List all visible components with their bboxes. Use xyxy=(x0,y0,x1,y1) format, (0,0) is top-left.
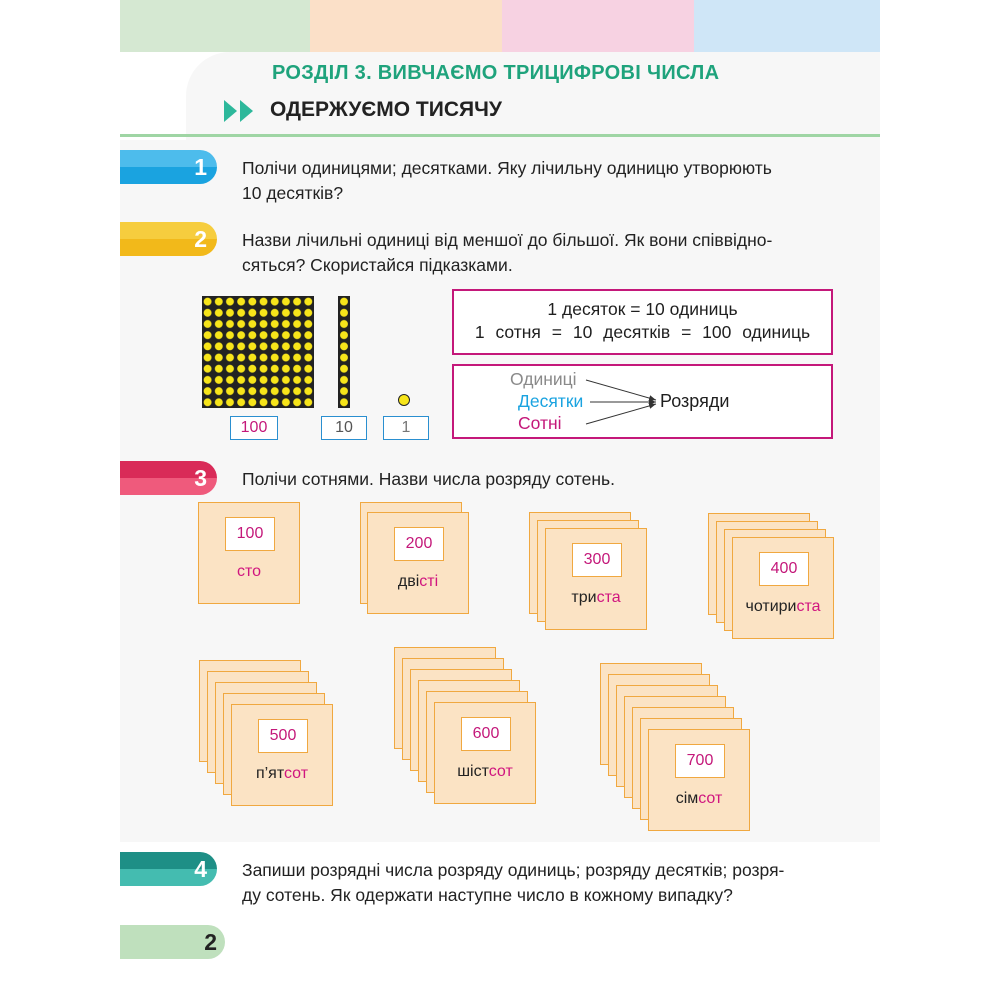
ranks-label: Розряди xyxy=(660,391,730,411)
card-number: 200 xyxy=(394,527,444,561)
hundred-card xyxy=(434,702,536,804)
hundred-label: 100 xyxy=(230,416,278,440)
unit-cube xyxy=(398,394,410,406)
card-word xyxy=(649,790,749,808)
task-line: Запиши розрядні числа розряду одиниць; розряду десятків; розря- xyxy=(242,860,785,880)
chevron-right-icon xyxy=(224,100,237,122)
header-stripe-peach xyxy=(310,0,502,52)
card-word-stem: шіст xyxy=(457,763,489,780)
ten-label: 10 xyxy=(321,416,367,440)
task-line: Полічи сотнями. Назви числа розряду сотень. xyxy=(242,469,615,489)
card-word xyxy=(733,598,833,616)
hundred-card xyxy=(648,729,750,831)
card-word-stem: чотири xyxy=(745,598,797,615)
hundred-card xyxy=(545,528,647,630)
task-4-text xyxy=(242,858,830,908)
tens-label: Десятки xyxy=(518,391,584,411)
title-divider xyxy=(120,134,880,137)
card-word-ending: ста xyxy=(796,598,821,615)
card-word-ending: ста xyxy=(596,589,621,606)
card-word-ending: сот xyxy=(698,790,723,807)
task-line: Полічи одиницями; десятками. Яку лічильну одиницю утворюють xyxy=(242,158,772,178)
card-word-ending: сот xyxy=(283,765,309,782)
task-badge-2: 2 xyxy=(120,222,217,256)
card-word xyxy=(232,765,332,783)
card-word-stem: п’ят xyxy=(255,765,284,782)
header-stripe-blue xyxy=(694,0,880,52)
hundred-card xyxy=(367,512,469,614)
task-badge-3: 3 xyxy=(120,461,217,495)
lesson-title: ОДЕРЖУЄМО ТИСЯЧУ xyxy=(270,98,502,121)
hundred-card xyxy=(198,502,300,604)
card-number: 100 xyxy=(225,517,275,551)
card-word xyxy=(435,763,535,781)
header-stripe-green xyxy=(120,0,310,52)
card-number: 400 xyxy=(759,552,809,586)
chevron-right-icon xyxy=(240,100,253,122)
ten-rod xyxy=(338,296,350,408)
hundreds-label: Сотні xyxy=(518,413,562,433)
card-word-ending: сот xyxy=(488,763,513,780)
card-number: 500 xyxy=(258,719,308,753)
card-word-ending: сті xyxy=(419,573,439,590)
hint-line-1: 1 десяток = 10 одиниць xyxy=(547,299,738,319)
chapter-title: РОЗДІЛ 3. ВИВЧАЄМО ТРИЦИФРОВІ ЧИСЛА xyxy=(272,62,720,84)
task-line: сяться? Скористайся підказками. xyxy=(242,255,513,275)
hundred-card xyxy=(231,704,333,806)
hint-line-2: 1 сотня = 10 десятків = 100 одиниць xyxy=(474,322,811,342)
hundred-block xyxy=(202,296,314,408)
task-line: ду сотень. Як одержати наступне число в кожному випадку? xyxy=(242,885,733,905)
task-badge-1: 1 xyxy=(120,150,217,184)
hundred-card xyxy=(732,537,834,639)
task-line: Назви лічильні одиниці від меншої до більшої. Як вони співвідно- xyxy=(242,230,773,250)
card-word-stem: дві xyxy=(397,573,420,590)
task-2-text xyxy=(242,228,830,278)
card-word xyxy=(368,573,468,591)
one-label: 1 xyxy=(383,416,429,440)
page-number: 2 xyxy=(120,925,225,959)
card-word xyxy=(199,563,299,581)
units-label: Одиниці xyxy=(510,369,577,389)
task-badge-4: 4 xyxy=(120,852,217,886)
hint-box-ranks xyxy=(452,364,833,439)
card-number: 700 xyxy=(675,744,725,778)
card-number: 600 xyxy=(461,717,511,751)
hint-box-relations xyxy=(452,289,833,355)
task-line: 10 десятків? xyxy=(242,183,344,203)
arrows-icon xyxy=(584,374,664,428)
task-1-text xyxy=(242,156,830,206)
header-stripe-pink xyxy=(502,0,694,52)
card-word xyxy=(546,589,646,607)
card-word-stem: три xyxy=(571,589,597,606)
card-word-stem: сім xyxy=(675,790,699,807)
task-3-text xyxy=(242,467,830,492)
card-number: 300 xyxy=(572,543,622,577)
card-word-ending: сто xyxy=(236,563,262,580)
